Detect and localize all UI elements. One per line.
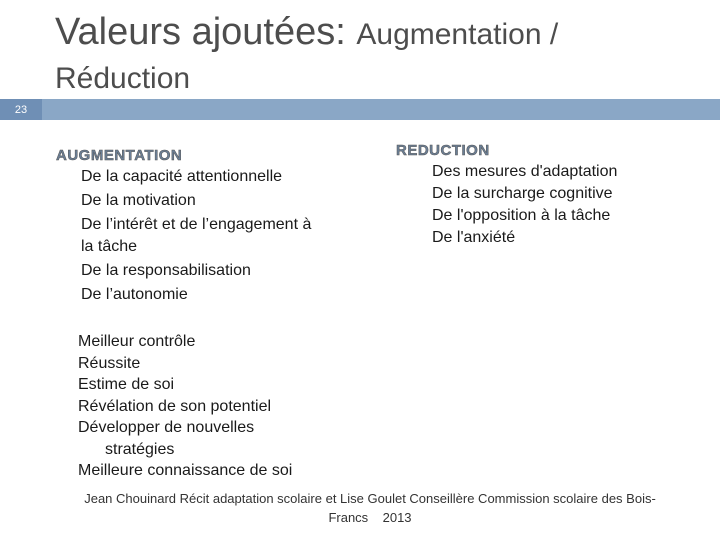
slide-title-main: Valeurs ajoutées: [55,11,346,53]
list-item: Meilleure connaissance de soi [78,462,293,479]
credit-line1: Jean Chouinard Récit adaptation scolaire et Lise Goulet Conseillère Commission scolaire des Bois- [84,491,656,506]
list-item: De la capacité attentionnelle [81,168,283,185]
list-item: De l’intérêt et de l’engagement à la tâche [81,216,312,255]
list-item: De la responsabilisation [81,262,251,279]
credit-line2: Francs 2013 [328,510,412,525]
benefits-list [78,331,378,482]
list-item [78,417,378,460]
list-item: De l'anxiété [432,229,516,246]
list-item: De l’autonomie [81,286,188,303]
reduction-list [432,161,692,249]
list-item: De la surcharge cognitive [432,185,613,202]
augmentation-heading: AUGMENTATION [56,147,183,164]
list-item: De l'opposition à la tâche [432,207,611,224]
slide-title-rest: Augmentation / [356,18,559,51]
list-item: De la motivation [81,192,196,209]
list-item-line2: stratégies [105,440,175,458]
list-item: Estime de soi [78,376,175,393]
list-item: Meilleur contrôle [78,333,196,350]
list-item-line1: Développer de nouvelles [78,419,255,436]
slide-title [55,12,558,54]
list-item: Révélation de son potentiel [78,397,272,415]
credit-footer [50,489,690,527]
slide-number: 23 [0,99,42,120]
title-divider-bar [0,99,720,120]
reduction-heading: REDUCTION [396,142,490,159]
list-item: Réussite [78,354,141,372]
list-item: Des mesures d'adaptation [432,163,618,180]
slide-title-line2: Réduction [55,62,191,95]
augmentation-list [81,166,321,308]
